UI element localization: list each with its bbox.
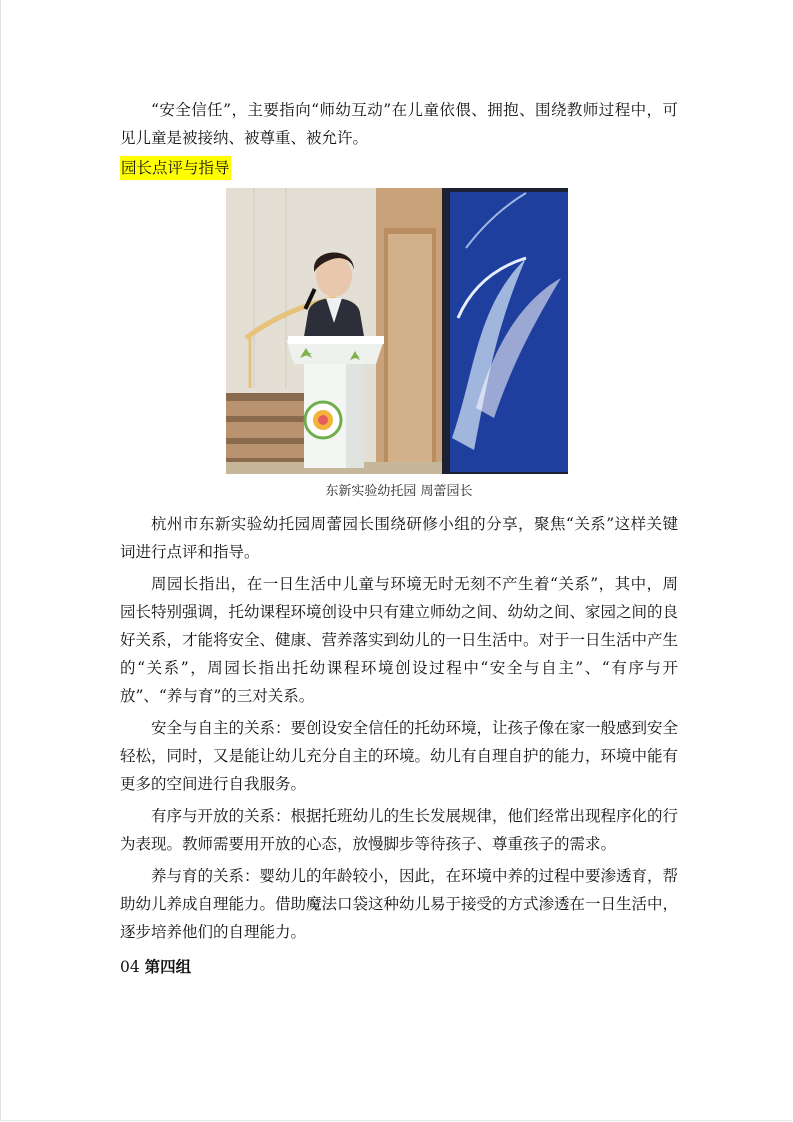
body-paragraph: 周园长指出，在一日生活中儿童与环境无时无刻不产生着“关系”，其中，周园长特别强调，托幼课程环境创设中只有建立师幼之间、幼幼之间、家园之间的良好关系，才能将安全、健康、营养落实到幼儿的一日生活中。对于一日生活中产生的“关系”，周园长指出托幼课程环境创设过程中“安全与自主”、“有序与开放”、“养与育”的三对关系。 — [120, 575, 679, 705]
speaker-photo-illustration — [226, 188, 568, 474]
highlight-heading-wrap — [120, 152, 678, 180]
speaker-photo — [226, 188, 568, 474]
section-title: 第四组 — [144, 958, 192, 976]
intro-paragraph: “安全信任”，主要指向“师幼互动”在儿童依偎、拥抱、围绕教师过程中，可见儿童是被接纳、被尊重、被允许。 — [120, 101, 678, 147]
document-body — [120, 96, 678, 980]
section-number: 04 — [120, 958, 140, 976]
highlight-heading: 园长点评与指导 — [120, 156, 231, 180]
section-heading — [120, 954, 678, 980]
body-paragraph: 有序与开放的关系：根据托班幼儿的生长发展规律，他们经常出现程序化的行为表现。教师需要用开放的心态，放慢脚步等待孩子、尊重孩子的需求。 — [120, 807, 679, 853]
body-paragraph: 养与育的关系：婴幼儿的年龄较小，因此，在环境中养的过程中要渗透育，帮助幼儿养成自理能力。借助魔法口袋这种幼儿易于接受的方式渗透在一日生活中，逐步培养他们的自理能力。 — [120, 867, 679, 941]
body-paragraph: 杭州市东新实验幼托园周蕾园长围绕研修小组的分享，聚焦“关系”这样关键词进行点评和指导。 — [120, 515, 678, 561]
figure-caption: 东新实验幼托园 周蕾园长 — [325, 484, 473, 499]
body-paragraph: 安全与自主的关系：要创设安全信任的托幼环境，让孩子像在家一般感到安全轻松，同时，又是能让幼儿充分自主的环境。幼儿有自理自护的能力，环境中能有更多的空间进行自我服务。 — [120, 719, 679, 793]
